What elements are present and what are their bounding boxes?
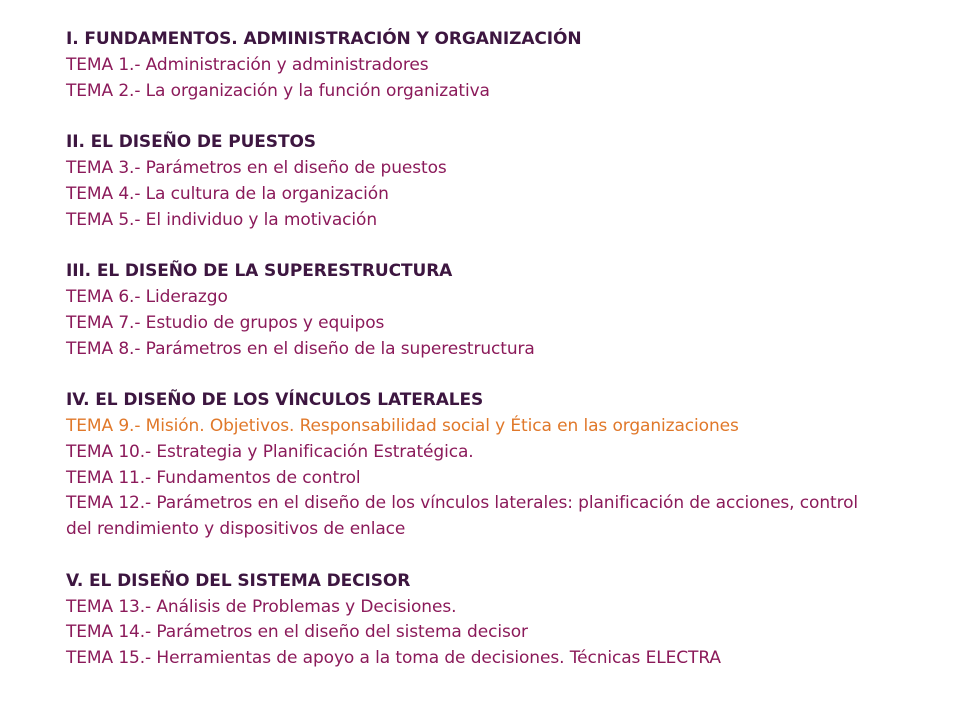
topic-item: TEMA 11.- Fundamentos de control xyxy=(66,467,361,488)
topic-item: TEMA 5.- El individuo y la motivación xyxy=(66,209,377,230)
topic-item: TEMA 14.- Parámetros en el diseño del sistema decisor xyxy=(66,622,528,643)
topic-item: TEMA 4.- La cultura de la organización xyxy=(66,183,389,204)
section-spacer xyxy=(66,233,946,259)
section-5 xyxy=(66,569,946,672)
section-2 xyxy=(66,130,946,233)
topic-item: TEMA 12.- Parámetros en el diseño de los vínculos laterales: planificación de acciones, control del rendimiento y dispositivos de enlace xyxy=(66,493,859,540)
topic-item: TEMA 6.- Liderazgo xyxy=(66,286,228,307)
topic-item-highlighted: TEMA 9.- Misión. Objetivos. Responsabilidad social y Ética en las organizaciones xyxy=(66,415,739,436)
topic-item: TEMA 2.- La organización y la función organizativa xyxy=(66,80,490,101)
section-heading: I. FUNDAMENTOS. ADMINISTRACIÓN Y ORGANIZACIÓN xyxy=(66,29,582,49)
section-1 xyxy=(66,27,946,104)
topic-item: TEMA 15.- Herramientas de apoyo a la toma de decisiones. Técnicas ELECTRA xyxy=(66,648,721,669)
section-spacer xyxy=(66,362,946,388)
topic-item: TEMA 10.- Estrategia y Planificación Estratégica. xyxy=(66,441,474,462)
section-heading: V. EL DISEÑO DEL SISTEMA DECISOR xyxy=(66,570,411,591)
section-3 xyxy=(66,259,946,362)
topic-item: TEMA 13.- Análisis de Problemas y Decisiones. xyxy=(66,596,457,617)
section-spacer xyxy=(66,104,946,130)
topic-item: TEMA 7.- Estudio de grupos y equipos xyxy=(66,312,385,333)
section-spacer xyxy=(66,543,946,569)
section-heading: III. EL DISEÑO DE LA SUPERESTRUCTURA xyxy=(66,261,453,282)
topic-item: TEMA 1.- Administración y administradores xyxy=(66,54,429,75)
section-heading: IV. EL DISEÑO DE LOS VÍNCULOS LATERALES xyxy=(66,390,484,411)
section-4 xyxy=(66,388,946,543)
syllabus xyxy=(66,27,946,672)
topic-item: TEMA 3.- Parámetros en el diseño de puestos xyxy=(66,157,447,178)
topic-item: TEMA 8.- Parámetros en el diseño de la superestructura xyxy=(66,338,535,359)
section-heading: II. EL DISEÑO DE PUESTOS xyxy=(66,132,316,153)
